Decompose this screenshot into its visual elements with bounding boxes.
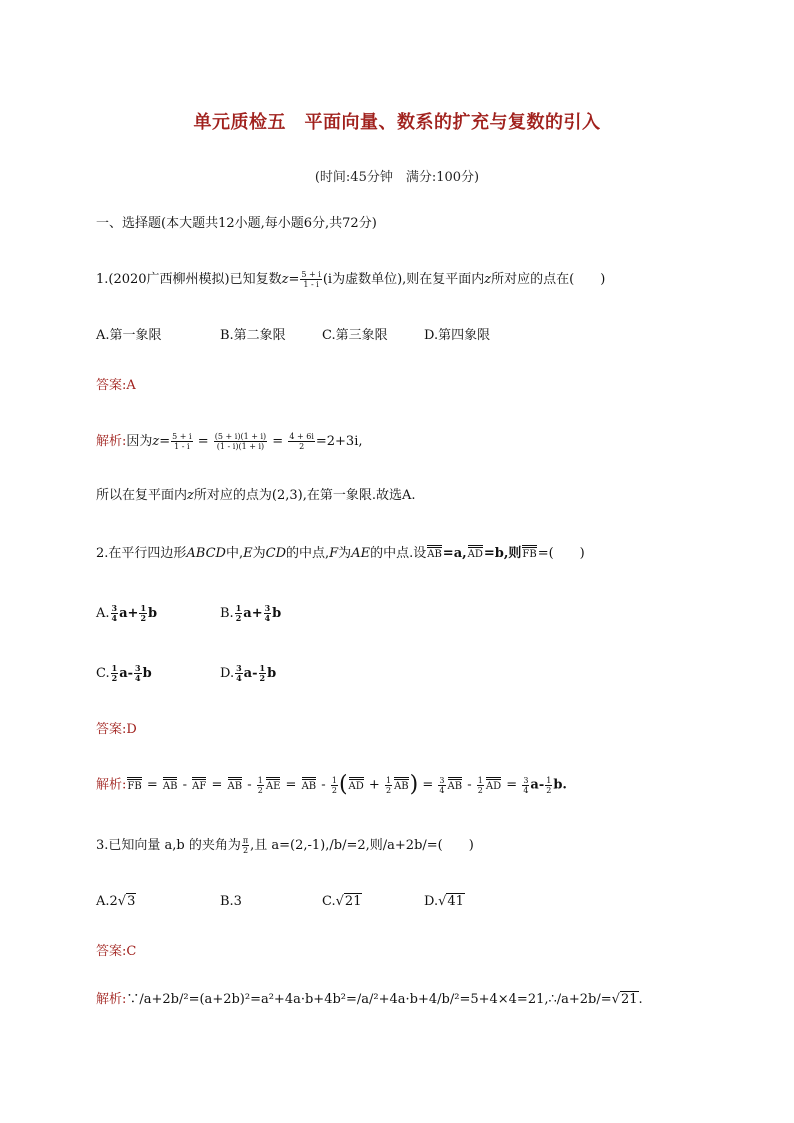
q1-num: 5 + i <box>301 270 321 279</box>
q1-solution-2: 所以在复平面内z所对应的点为(2,3),在第一象限.故选A. <box>96 488 416 503</box>
q2-option-c: C. $\frac{1}{2}$ a- $\frac{3}{4}$ b <box>96 663 152 683</box>
vector-ad: AD <box>468 545 483 560</box>
q1-solution: 解析:因为z= $\frac{5 + i}{1 - i}$ = $\frac{(5 + i)(1 + i)}{(1 - i)(1 + i)}$ = $\frac{4 + 6i}{2}$ =2+3i, <box>96 432 363 451</box>
question-3: 3.已知向量 a,b 的夹角为 $\frac{\pi}{2}$ ,且 a=(2,-1),/b/=2,则/a+2b/=( ) <box>96 836 474 855</box>
q3-option-c: C.√21 <box>322 894 362 909</box>
q1-sol-frac3: $\frac{4 + 6i}{2}$ <box>289 432 314 451</box>
vector-fb: FB <box>522 545 536 560</box>
page-subtitle: (时间:45分钟 满分:100分) <box>314 170 480 185</box>
q2-option-a: A. $\frac{3}{4}$ a+ $\frac{1}{2}$ b <box>96 603 158 623</box>
q1-fraction <box>300 270 321 289</box>
q3-answer: 答案:C <box>96 944 137 959</box>
q1-z2: z <box>484 272 492 287</box>
q1-eq: = <box>288 272 300 287</box>
question-2: 2.在平行四边形ABCD中,E为CD的中点,F为AE的中点.设AB=a,AD=b,则FB=( ) <box>96 546 585 561</box>
q1-suffix: (i为虚数单位),则在复平面内 <box>322 272 485 287</box>
q1-option-b: B.第二象限 <box>220 328 286 343</box>
q1-option-c: C.第三象限 <box>322 328 388 343</box>
q3-option-b: B.3 <box>220 894 242 909</box>
q1-tail: 所对应的点在( ) <box>491 272 606 287</box>
q2-option-d: D. $\frac{3}{4}$ a- $\frac{1}{2}$ b <box>220 663 277 683</box>
q1-sol-frac1: $\frac{5 + i}{1 - i}$ <box>172 432 192 451</box>
q1-sol-a: 因为 <box>126 434 153 449</box>
q1-solution-label: 解析: <box>96 434 127 449</box>
q2-answer: 答案:D <box>96 722 137 737</box>
q3-option-a: A.2√3 <box>96 894 136 909</box>
q3-solution: 解析:∵/a+2b/²=(a+2b)²=a²+4a·b+4b²=/a/²+4a·b+4/b/²=5+4×4=21,∴/a+2b/=√21. <box>96 992 643 1007</box>
q3-option-d: D.√41 <box>424 894 464 909</box>
section-heading: 一、选择题(本大题共12小题,每小题6分,共72分) <box>96 216 377 231</box>
q1-option-d: D.第四象限 <box>424 328 491 343</box>
q1-sol-frac2: $\frac{(5 + i)(1 + i)}{(1 - i)(1 + i)}$ <box>214 432 267 451</box>
q2-solution: 解析:FB = AB - AF = AB - $\frac{1}{2}$ AE = AB - $\frac{1}{2}$ (AD + $\frac{1}{2}$ AB) = $\frac{3}{4}$ AB - $\frac{1}{2}$ AD = $\frac{3}{4}$ a- $\frac{1}{2}$ b. <box>96 772 567 797</box>
q1-sol-z: z <box>152 434 160 449</box>
page-title: 单元质检五 平面向量、数系的扩充与复数的引入 <box>193 112 601 133</box>
q1-prefix: 1.(2020广西柳州模拟)已知复数 <box>96 272 282 287</box>
q2-option-b: B. $\frac{1}{2}$ a+ $\frac{3}{4}$ b <box>220 603 282 623</box>
question-1 <box>96 270 605 290</box>
q1-z: z <box>281 272 289 287</box>
q1-answer: 答案:A <box>96 378 136 393</box>
q1-option-a: A.第一象限 <box>96 328 162 343</box>
q1-den: 1 - i <box>303 280 319 289</box>
vector-ab: AB <box>427 545 442 560</box>
